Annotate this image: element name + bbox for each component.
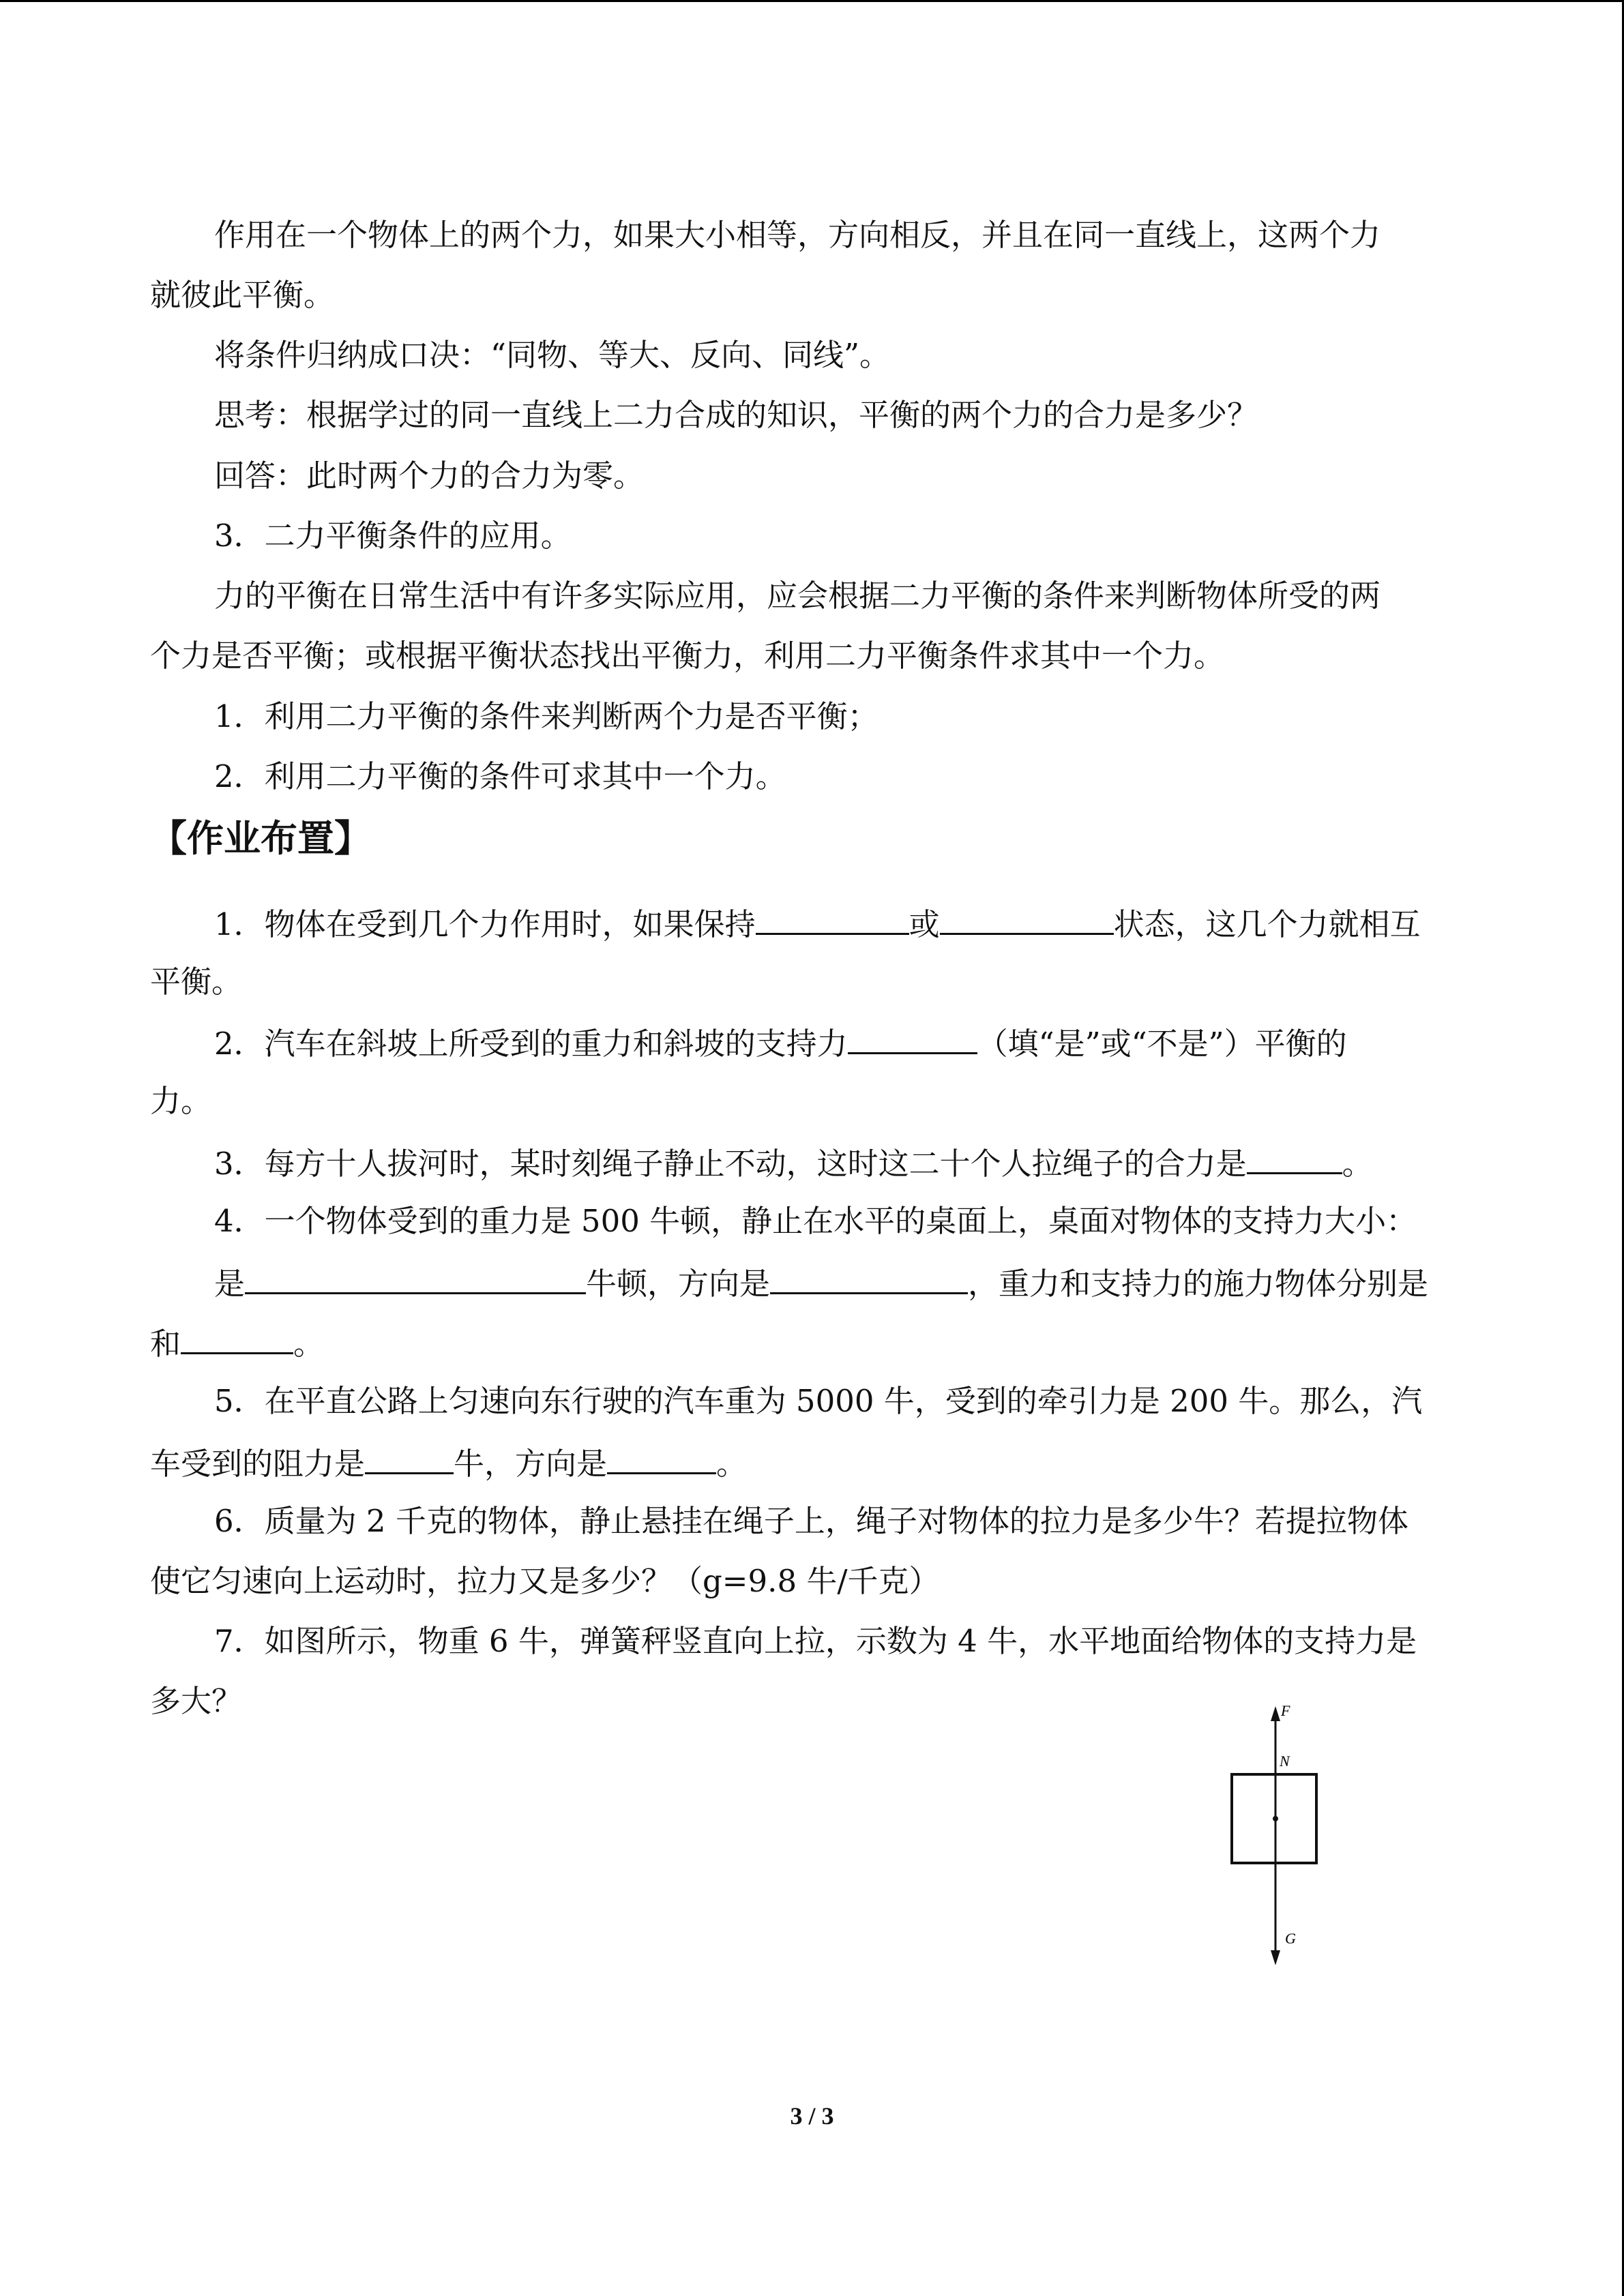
text-p2: 将条件归纳成口决：“同物、等大、反向、同线”。 <box>214 337 891 373</box>
label-f: F <box>1281 1702 1290 1719</box>
answer-blank <box>607 1441 716 1474</box>
question-5-line2 <box>150 1441 1487 1485</box>
question-7-line1: 7．如图所示，物重 6 牛，弹簧秤竖直向上拉，示数为 4 牛，水平地面给物体的支持力是 <box>214 1623 1417 1659</box>
text-p5: 3．二力平衡条件的应用。 <box>214 518 572 554</box>
question-1-line2: 平衡。 <box>150 964 243 1000</box>
answer-blank <box>940 901 1114 935</box>
question-1-text-c: 状态，这几个力就相互 <box>1113 906 1421 942</box>
answer-blank <box>756 901 909 935</box>
text-p8: 2．利用二力平衡的条件可求其中一个力。 <box>214 758 786 794</box>
question-6-line1: 6．质量为 2 千克的物体，静止悬挂在绳子上，绳子对物体的拉力是多少牛？若提拉物体 <box>214 1503 1408 1539</box>
question-4-line2 <box>214 1261 1487 1304</box>
arrow-down-icon <box>1271 1950 1280 1965</box>
answer-blank <box>181 1321 293 1354</box>
question-4-line3 <box>150 1321 1487 1365</box>
question-2-text-b: （填“是”或“不是”）平衡的 <box>977 1026 1347 1062</box>
force-diagram <box>1214 1698 1337 1971</box>
question-2-line2: 力。 <box>150 1083 212 1119</box>
text-p7: 1．利用二力平衡的条件来判断两个力是否平衡； <box>214 698 879 734</box>
text-p6-line2: 个力是否平衡；或根据平衡状态找出平衡力，利用二力平衡条件求其中一个力。 <box>150 638 1225 674</box>
question-3-text-a: 3．每方十人拔河时，某时刻绳子静止不动，这时这二十个人拉绳子的合力是 <box>214 1146 1247 1182</box>
text-p1-line2: 就彼此平衡。 <box>150 277 335 313</box>
question-4-line1: 4．一个物体受到的重力是 500 牛顿，静止在水平的桌面上，桌面对物体的支持力大小： <box>214 1203 1417 1239</box>
question-2-line1 <box>214 1021 1487 1064</box>
answer-blank <box>245 1261 586 1294</box>
question-1-line1 <box>214 901 1487 945</box>
question-7-line2: 多大？ <box>150 1683 243 1719</box>
question-5-text-c: 。 <box>716 1446 748 1482</box>
question-5-text-a: 车受到的阻力是 <box>150 1446 366 1482</box>
question-4-text-d: 和 <box>150 1326 181 1362</box>
question-6-line2: 使它匀速向上运动时，拉力又是多少？（g=9.8 牛/千克） <box>150 1563 940 1599</box>
answer-blank <box>848 1021 977 1054</box>
center-point <box>1273 1816 1278 1821</box>
question-4-text-c: ，重力和支持力的施力物体分别是 <box>968 1266 1429 1302</box>
text-p3: 思考：根据学过的同一直线上二力合成的知识，平衡的两个力的合力是多少？ <box>214 397 1258 433</box>
question-4-text-e: 。 <box>293 1326 325 1362</box>
question-4-text-a: 是 <box>214 1266 246 1302</box>
question-3-line1 <box>214 1141 1487 1184</box>
question-2-text-a: 2．汽车在斜坡上所受到的重力和斜坡的支持力 <box>214 1026 848 1062</box>
arrow-up-icon <box>1271 1706 1280 1721</box>
question-1-text-b: 或 <box>909 906 940 942</box>
question-3-text-b: 。 <box>1342 1146 1373 1182</box>
text-p1-line1: 作用在一个物体上的两个力，如果大小相等，方向相反，并且在同一直线上，这两个力 <box>214 217 1381 253</box>
answer-blank <box>365 1441 454 1474</box>
page-number: 3 / 3 <box>790 2102 834 2130</box>
answer-blank <box>1247 1141 1342 1174</box>
text-p6-line1: 力的平衡在日常生活中有许多实际应用，应会根据二力平衡的条件来判断物体所受的两 <box>214 578 1381 614</box>
question-5-line1: 5．在平直公路上匀速向东行驶的汽车重为 5000 牛，受到的牵引力是 200 牛。那么，汽 <box>214 1383 1423 1419</box>
label-n: N <box>1280 1753 1290 1770</box>
question-1-text-a: 1．物体在受到几个力作用时，如果保持 <box>214 906 756 942</box>
homework-heading: 【作业布置】 <box>150 817 371 860</box>
answer-blank <box>770 1261 968 1294</box>
text-p4: 回答：此时两个力的合力为零。 <box>214 458 645 494</box>
question-4-text-b: 牛顿，方向是 <box>586 1266 771 1302</box>
label-g: G <box>1285 1930 1296 1947</box>
question-5-text-b: 牛，方向是 <box>454 1446 608 1482</box>
